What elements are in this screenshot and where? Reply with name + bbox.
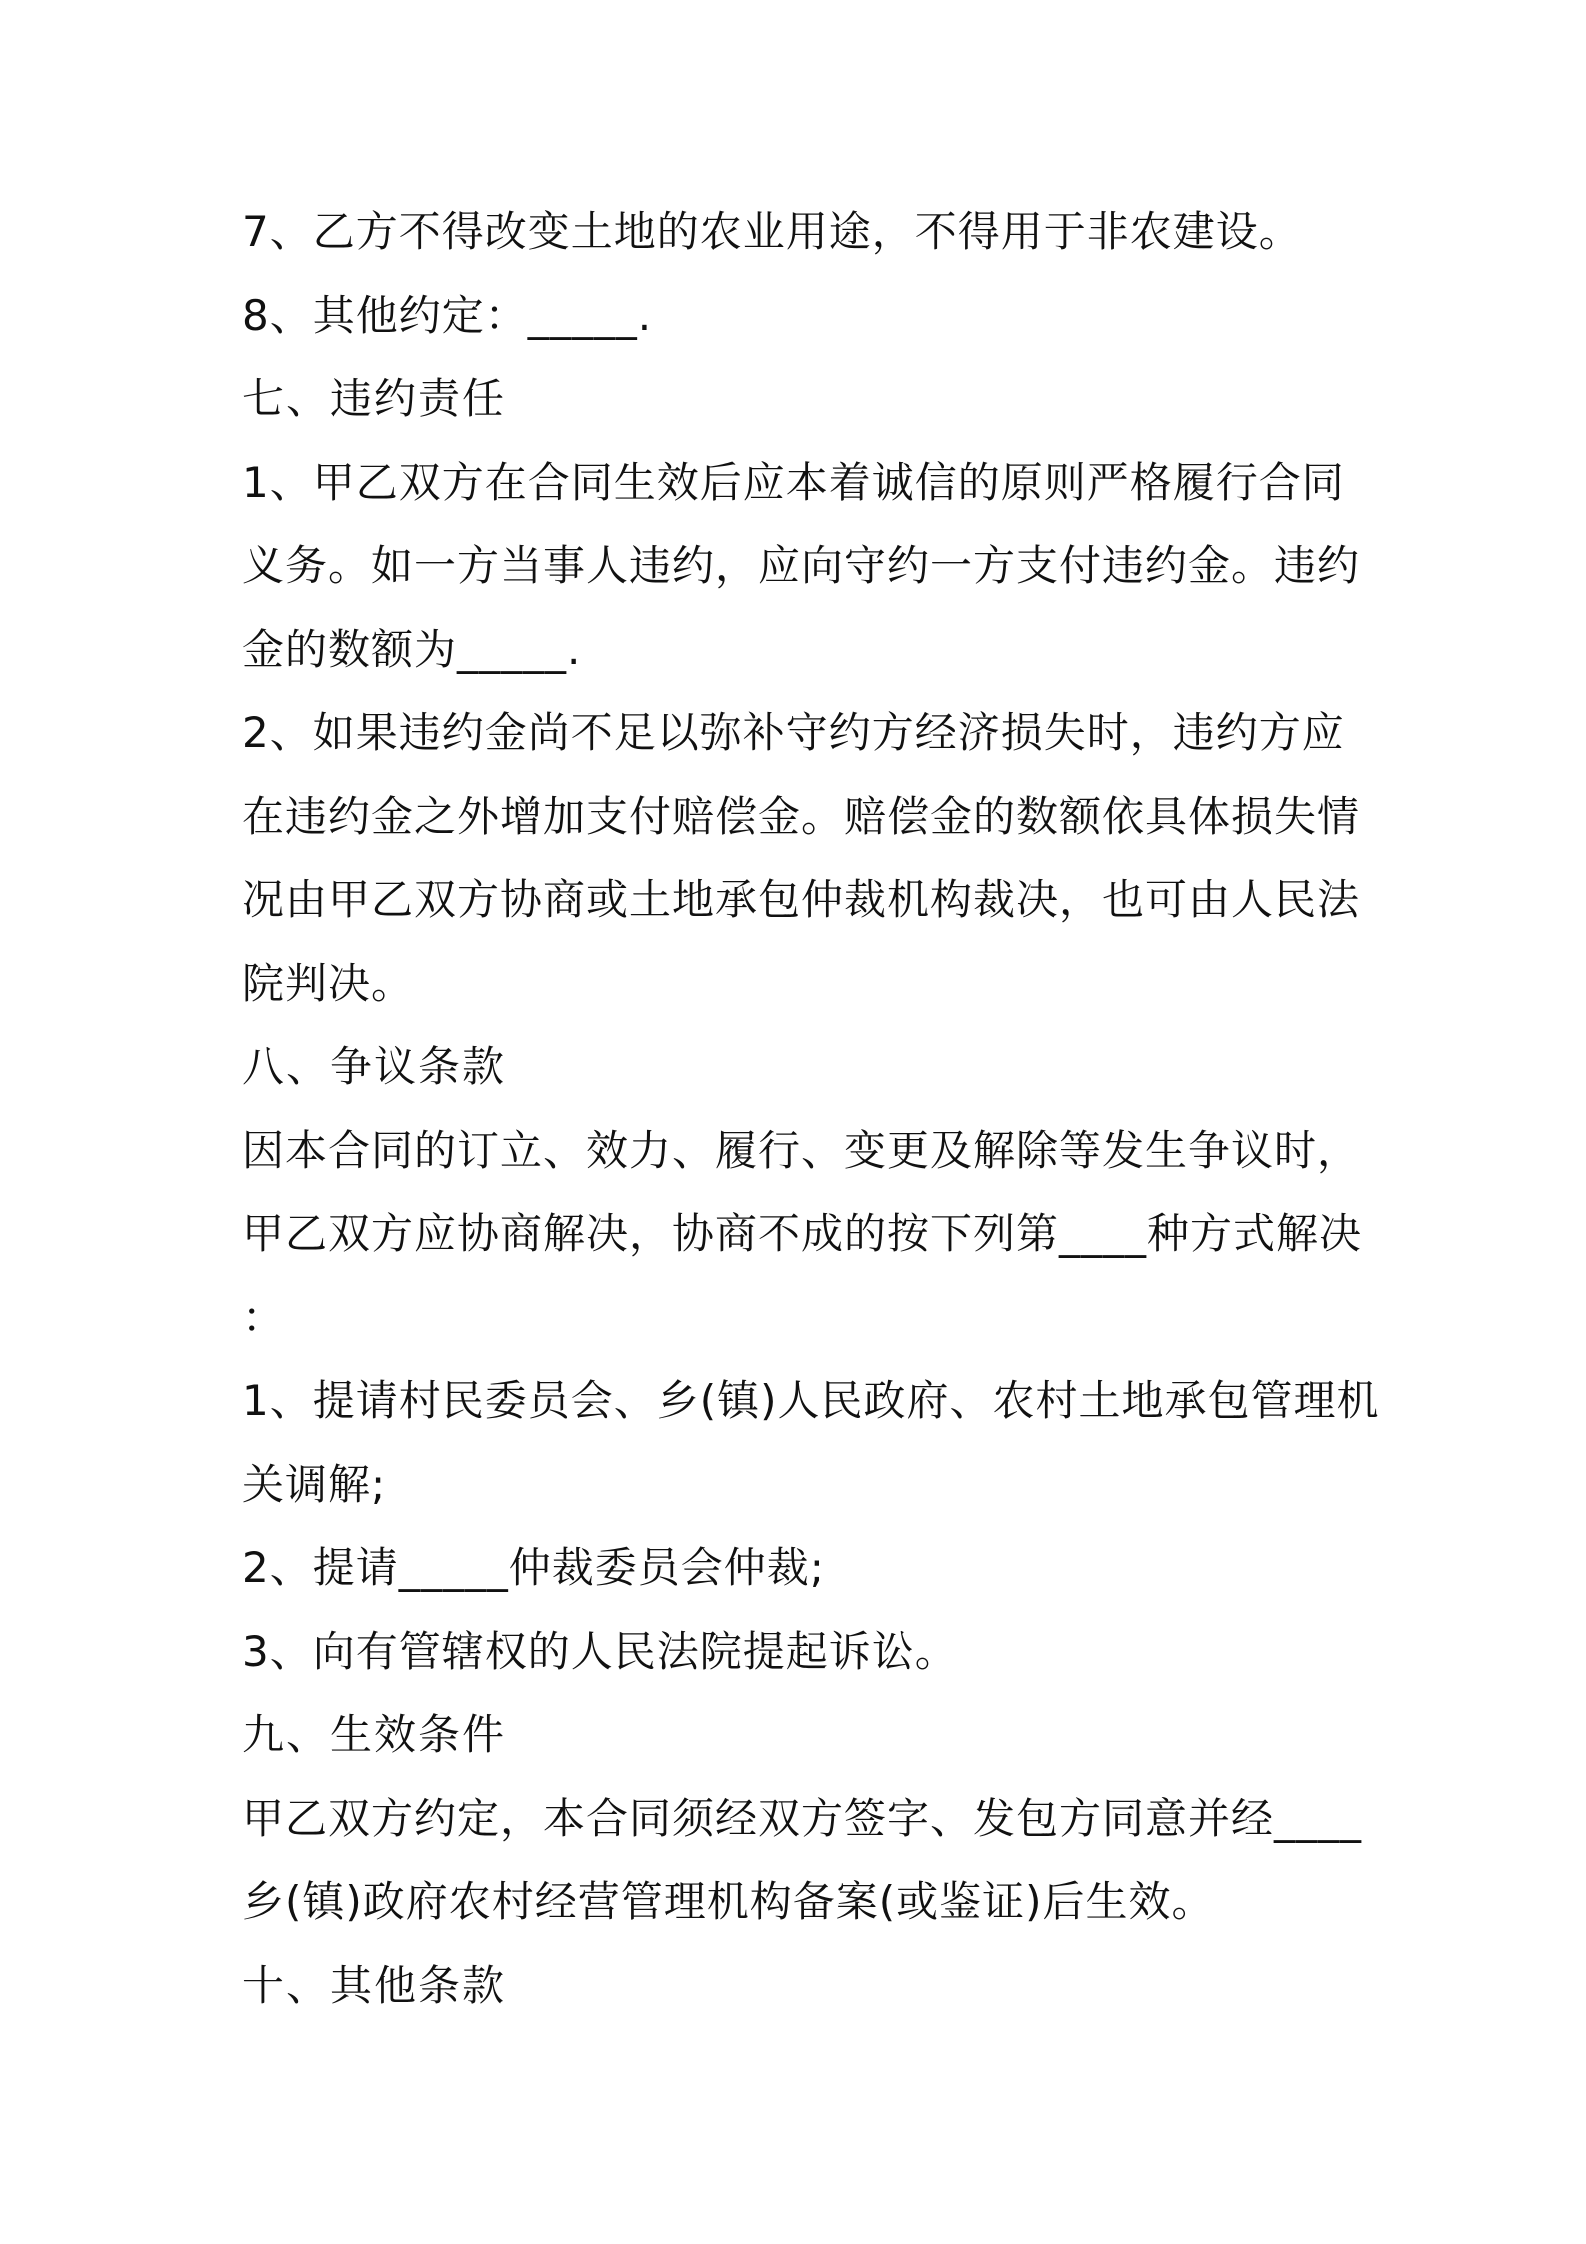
breach-clause-2-line-4: 院判决。 bbox=[242, 958, 415, 1008]
dispute-option-2: 2、提请_____仲裁委员会仲裁; bbox=[242, 1543, 825, 1592]
clause-7-land-use: 7、乙方不得改变土地的农业用途，不得用于非农建设。 bbox=[242, 207, 1302, 256]
breach-clause-1-line-3: 金的数额为_____. bbox=[242, 624, 582, 674]
breach-clause-2-line-2: 在违约金之外增加支付赔偿金。赔偿金的数额依具体损失情 bbox=[242, 791, 1361, 841]
dispute-option-1-line-1: 1、提请村民委员会、乡(镇)人民政府、农村土地承包管理机 bbox=[242, 1376, 1380, 1425]
breach-clause-2-line-1: 2、如果违约金尚不足以弥补守约方经济损失时，违约方应 bbox=[242, 708, 1345, 757]
breach-clause-1-line-1: 1、甲乙双方在合同生效后应本着诚信的原则严格履行合同 bbox=[242, 457, 1345, 507]
dispute-intro-line-3: ： bbox=[242, 1292, 286, 1342]
section-heading-other-terms: 十、其他条款 bbox=[242, 1960, 507, 2010]
dispute-intro-line-2: 甲乙双方应协商解决，协商不成的按下列第____种方式解决 bbox=[242, 1209, 1363, 1258]
effective-conditions-line-2: 乡(镇)政府农村经营管理机构备案(或鉴证)后生效。 bbox=[242, 1877, 1215, 1926]
dispute-intro-line-1: 因本合同的订立、效力、履行、变更及解除等发生争议时， bbox=[242, 1125, 1361, 1175]
effective-conditions-line-1: 甲乙双方约定，本合同须经双方签字、发包方同意并经____ bbox=[242, 1793, 1363, 1843]
section-heading-effective-conditions: 九、生效条件 bbox=[242, 1710, 507, 1759]
breach-clause-1-line-2: 义务。如一方当事人违约，应向守约一方支付违约金。违约 bbox=[242, 541, 1361, 590]
section-heading-dispute: 八、争议条款 bbox=[242, 1042, 507, 1091]
clause-8-other-agreement: 8、其他约定：_____. bbox=[242, 290, 653, 340]
breach-clause-2-line-3: 况由甲乙双方协商或土地承包仲裁机构裁决，也可由人民法 bbox=[242, 875, 1361, 924]
dispute-option-3: 3、向有管辖权的人民法院提起诉讼。 bbox=[242, 1626, 958, 1676]
section-heading-breach-liability: 七、违约责任 bbox=[242, 374, 507, 423]
dispute-option-1-line-2: 关调解; bbox=[242, 1459, 387, 1509]
document-body bbox=[242, 190, 1380, 2027]
